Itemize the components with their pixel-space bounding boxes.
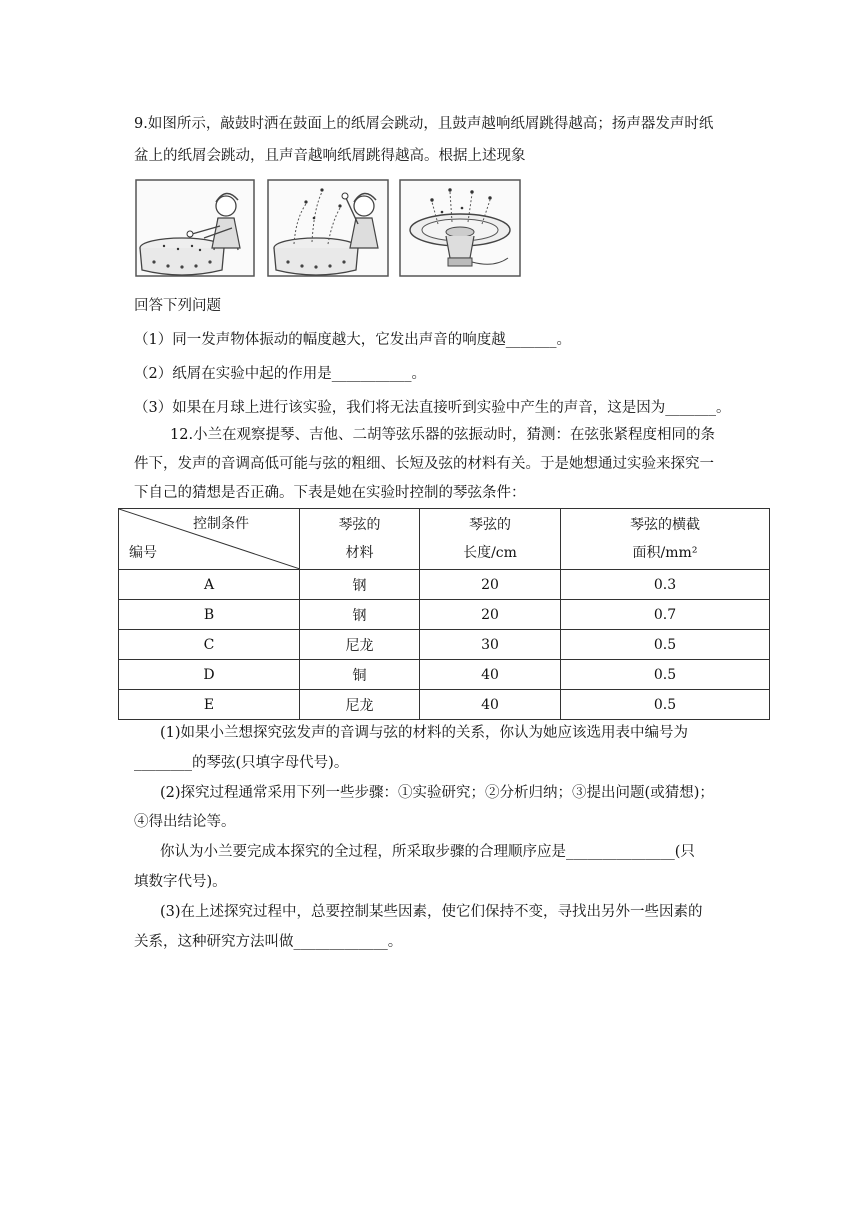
q12-part2-line-3: 你认为小兰要完成本探究的全过程，所采取步骤的合理顺序应是_______________(只 (160, 844, 695, 860)
table-row (119, 570, 770, 600)
row-area: 0.5 (561, 630, 770, 660)
row-length: 20 (420, 600, 561, 630)
row-id: E (119, 690, 300, 720)
row-area: 0.5 (561, 690, 770, 720)
row-material: 铜 (300, 660, 420, 690)
row-length: 20 (420, 570, 561, 600)
q9-sub-2: （2）纸屑在实验中起的作用是___________。 (134, 366, 426, 382)
q9-sub-1: （1）同一发声物体振动的幅度越大，它发出声音的响度越_______。 (134, 332, 571, 348)
row-area: 0.3 (561, 570, 770, 600)
q12-part1-line-2: ________的琴弦(只填字母代号)。 (134, 755, 349, 771)
table-row (119, 660, 770, 690)
row-length: 40 (420, 690, 561, 720)
q12-line-3: 下自己的猜想是否正确。下表是她在实验时控制的琴弦条件： (134, 485, 526, 501)
row-material: 钢 (300, 570, 420, 600)
q9-line-2: 盆上的纸屑会跳动，且声音越响纸屑跳得越高。根据上述现象 (134, 148, 526, 164)
row-area: 0.7 (561, 600, 770, 630)
speaker-paper-figure (398, 178, 522, 278)
corner-bottom-label: 编号 (129, 545, 157, 561)
row-length: 40 (420, 660, 561, 690)
q12-part3-line-1: (3)在上述探究过程中，总要控制某些因素，使它们保持不变，寻找出另外一些因素的 (160, 904, 703, 920)
q12-part3-line-2: 关系，这种研究方法叫做_____________。 (134, 934, 403, 950)
string-conditions-table (118, 508, 770, 720)
header-material: 琴弦的 材料 (300, 509, 420, 570)
q9-prompt: 回答下列问题 (134, 298, 221, 314)
q9-sub-3: （3）如果在月球上进行该实验，我们将无法直接听到实验中产生的声音，这是因为_______。 (134, 400, 731, 416)
row-id: A (119, 570, 300, 600)
row-length: 30 (420, 630, 561, 660)
header-length: 琴弦的 长度/cm (420, 509, 561, 570)
header-area: 琴弦的横截 面积/mm² (561, 509, 770, 570)
row-material: 尼龙 (300, 630, 420, 660)
q12-part2-line-4: 填数字代号)。 (134, 874, 227, 890)
table-row (119, 690, 770, 720)
q12-part1-line-1: (1)如果小兰想探究弦发声的音调与弦的材料的关系，你认为她应该选用表中编号为 (160, 725, 689, 741)
corner-top-label: 控制条件 (193, 516, 249, 532)
drum-beating-figure (134, 178, 256, 278)
table-row (119, 630, 770, 660)
row-area: 0.5 (561, 660, 770, 690)
q12-part2-line-1: (2)探究过程通常采用下列一些步骤：①实验研究；②分析归纳；③提出问题(或猜想)； (160, 785, 714, 801)
row-id: D (119, 660, 300, 690)
row-material: 钢 (300, 600, 420, 630)
table-corner-cell (119, 509, 300, 570)
q9-line-1: 9.如图所示，敲鼓时洒在鼓面上的纸屑会跳动，且鼓声越响纸屑跳得越高；扬声器发声时纸 (134, 116, 714, 132)
q12-line-1: 12.小兰在观察提琴、吉他、二胡等弦乐器的弦振动时，猜测：在弦张紧程度相同的条 (170, 427, 716, 443)
table-row (119, 600, 770, 630)
drum-jumping-paper-figure (266, 178, 390, 278)
q9-figures (134, 178, 524, 278)
q12-part2-line-2: ④得出结论等。 (134, 814, 236, 830)
row-material: 尼龙 (300, 690, 420, 720)
table-header-row (119, 509, 770, 570)
row-id: B (119, 600, 300, 630)
row-id: C (119, 630, 300, 660)
q12-line-2: 件下，发声的音调高低可能与弦的粗细、长短及弦的材料有关。于是她想通过实验来探究一 (134, 456, 714, 472)
